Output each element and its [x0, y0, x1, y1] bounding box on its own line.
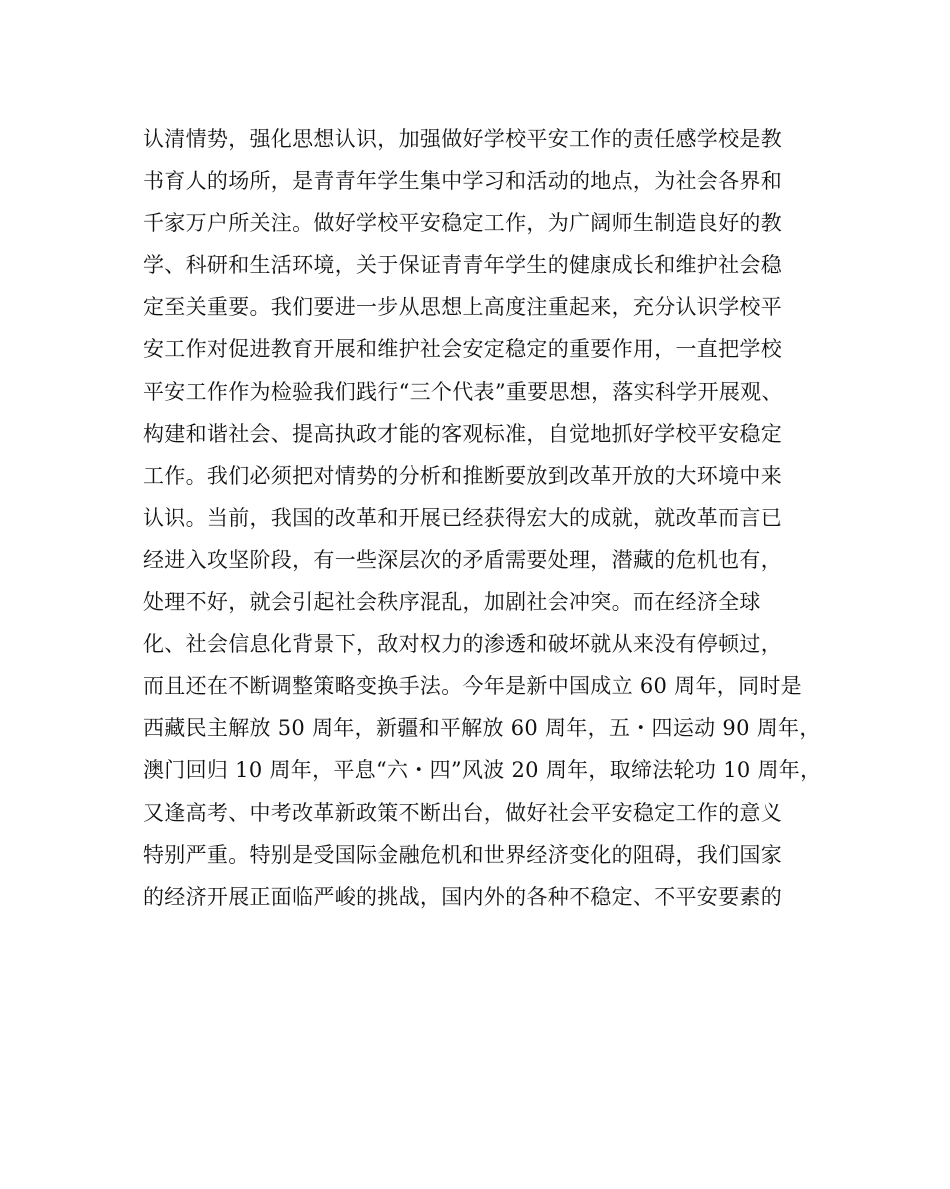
body-text — [143, 118, 822, 918]
text-line: 又逢高考、中考改革新政策不断出台，做好社会平安稳定工作的意义 — [143, 800, 782, 825]
text-line: 书育人的场所，是青青年学生集中学习和活动的地点，为社会各界和 — [143, 169, 782, 194]
text-line: 而且还在不断调整策略变换手法。今年是新中国成立 60 周年，同时是 — [143, 674, 802, 699]
text-line: 的经济开展正面临严峻的挑战，国内外的各种不稳定、不平安要素的 — [143, 884, 782, 909]
text-line: 化、社会信息化背景下，敌对权力的渗透和破坏就从来没有停顿过， — [143, 632, 782, 657]
text-line: 学、科研和生活环境，关于保证青青年学生的健康成长和维护社会稳 — [143, 253, 782, 278]
text-line: 构建和谐社会、提高执政才能的客观标准，自觉地抓好学校平安稳定 — [143, 421, 782, 446]
text-line: 平安工作作为检验我们践行“三个代表”重要思想，落实科学开展观、 — [143, 379, 783, 404]
text-line: 澳门回归 10 周年，平息“六・四”风波 20 周年，取缔法轮功 10 周年， — [143, 758, 822, 783]
text-line: 工作。我们必须把对情势的分析和推断要放到改革开放的大环境中来 — [143, 463, 782, 488]
text-line: 认识。当前，我国的改革和开展已经获得宏大的成就，就改革而言已 — [143, 505, 782, 530]
text-line: 处理不好，就会引起社会秩序混乱，加剧社会冲突。而在经济全球 — [143, 590, 761, 615]
text-line: 西藏民主解放 50 周年，新疆和平解放 60 周年，五・四运动 90 周年， — [143, 716, 821, 741]
text-line: 千家万户所关注。做好学校平安稳定工作，为广阔师生制造良好的教 — [143, 211, 782, 236]
text-line: 安工作对促进教育开展和维护社会安定稳定的重要作用，一直把学校 — [143, 337, 782, 362]
text-line: 定至关重要。我们要进一步从思想上高度注重起来，充分认识学校平 — [143, 295, 782, 320]
text-line: 认清情势，强化思想认识，加强做好学校平安工作的责任感学校是教 — [143, 127, 782, 151]
text-line: 经进入攻坚阶段，有一些深层次的矛盾需要处理，潜藏的危机也有， — [143, 547, 782, 572]
text-line: 特别严重。特别是受国际金融危机和世界经济变化的阻碍，我们国家 — [143, 842, 782, 867]
